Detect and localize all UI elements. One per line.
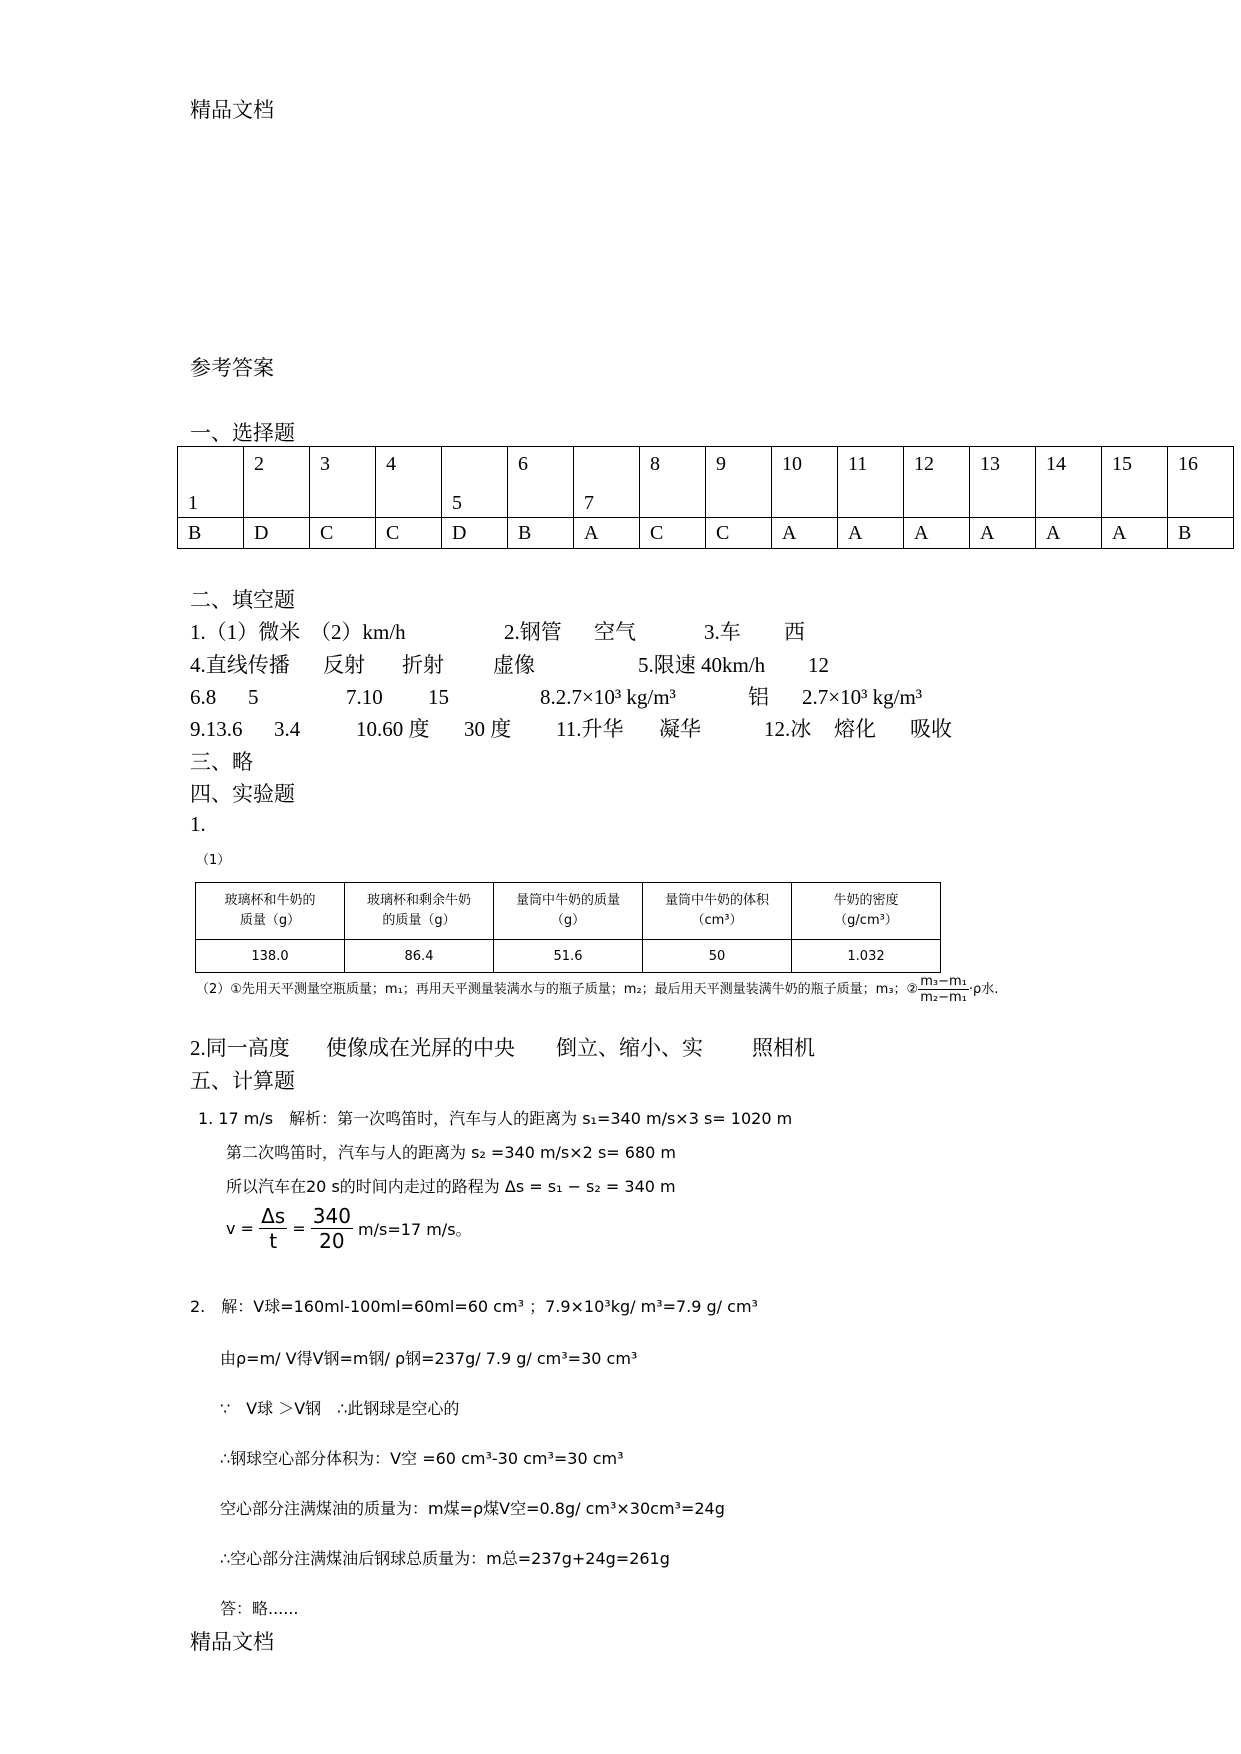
fill-answer: 虚像: [493, 653, 535, 677]
fill-line-2: [190, 649, 829, 679]
section-calc-heading: 五、计算题: [190, 1069, 295, 1093]
table-cell: 51.6: [494, 940, 643, 973]
table-cell: 8: [640, 447, 706, 518]
fill-answer: 10.60 度: [356, 717, 430, 741]
section-choice-heading: 一、选择题: [190, 421, 295, 445]
table-cell: A: [838, 518, 904, 549]
table-cell: B: [1168, 518, 1234, 549]
calc2-line-6: ∴空心部分注满煤油后钢球总质量为：m总=237g+24g=261g: [220, 1549, 670, 1568]
table-row: [178, 447, 1234, 518]
table-header-cell: [494, 883, 643, 940]
fill-answer: 5.限速 40km/h: [638, 653, 766, 677]
speed-symbol: v =: [226, 1219, 254, 1238]
fill-answer: 12: [808, 653, 829, 677]
header-line: 的质量（g）: [382, 913, 456, 928]
speed-fraction: [259, 1204, 287, 1253]
header-line: 质量（g）: [239, 913, 301, 928]
table-cell: 4: [376, 447, 442, 518]
table-cell: 86.4: [345, 940, 494, 973]
table-cell: 5: [442, 447, 508, 518]
table-header-cell: [345, 883, 494, 940]
milk-density-table: [195, 882, 941, 973]
header-line: 量筒中牛奶的体积: [664, 893, 769, 908]
speed-result: m/s=17 m/s。: [358, 1220, 472, 1239]
fill-answer: 8.2.7×10³ kg/m³: [540, 685, 676, 709]
table-cell: 50: [643, 940, 792, 973]
fill-answer: 5: [248, 685, 259, 709]
table-cell: 7: [574, 447, 640, 518]
fill-answer: 2.钢管: [504, 620, 562, 644]
header-line: 玻璃杯和牛奶的: [224, 893, 316, 908]
table-row: [196, 940, 941, 973]
fill-answer: 空气: [594, 620, 636, 644]
calc1-line-1: 1. 17 m/s 解析：第一次鸣笛时，汽车与人的距离为 s₁=340 m/s×3 s= 1020 m: [198, 1109, 793, 1128]
experiment-q2: [190, 1032, 815, 1062]
section-fill-heading: 二、填空题: [190, 588, 295, 612]
table-cell: C: [640, 518, 706, 549]
fill-answer: 30 度: [464, 717, 512, 741]
fill-answer: 15: [428, 685, 449, 709]
calc2-line-3: ∵ V球 ＞V钢 ∴此钢球是空心的: [220, 1399, 460, 1418]
table-cell: 2: [244, 447, 310, 518]
table-cell: 10: [772, 447, 838, 518]
table-cell: 138.0: [196, 940, 345, 973]
fraction-denominator: 20: [319, 1229, 345, 1253]
table-cell: 14: [1036, 447, 1102, 518]
table-cell: 15: [1102, 447, 1168, 518]
header-line: （cm³）: [691, 913, 743, 928]
fraction-denominator: t: [269, 1229, 278, 1253]
header-line: （g）: [550, 913, 586, 928]
table-cell: C: [376, 518, 442, 549]
fill-answer: 熔化: [834, 717, 876, 741]
table-cell: 9: [706, 447, 772, 518]
calc1-line-3: 所以汽车在20 s的时间内走过的路程为 Δs = s₁ − s₂ = 340 m: [226, 1177, 676, 1196]
fill-answer: 7.10: [346, 685, 383, 709]
table-cell: A: [772, 518, 838, 549]
table-cell: 16: [1168, 447, 1234, 518]
table-cell: 1.032: [792, 940, 941, 973]
table-cell: 6: [508, 447, 574, 518]
table-cell: A: [1036, 518, 1102, 549]
q2-answer: 使像成在光屏的中央: [326, 1036, 515, 1060]
fill-line-1: [190, 616, 805, 646]
speed-value-fraction: [311, 1204, 353, 1253]
q2-answer: 2.同一高度: [190, 1036, 290, 1060]
fill-line-3: [190, 681, 922, 711]
fraction-numerator: m₃−m₁: [920, 974, 967, 989]
table-cell: A: [970, 518, 1036, 549]
equals-sign: =: [292, 1219, 306, 1238]
calc1-line-2: 第二次鸣笛时，汽车与人的距离为 s₂ =340 m/s×2 s= 680 m: [226, 1143, 676, 1162]
fill-answer: 3.4: [274, 717, 301, 741]
sub2-text: （2）①先用天平测量空瓶质量；m₁；再用天平测量装满水与的瓶子质量；m₂；最后用天平测量装满牛奶的瓶子质量；m₃；②: [196, 982, 919, 997]
calc2-line-4: ∴钢球空心部分体积为：V空 =60 cm³-30 cm³=30 cm³: [220, 1449, 624, 1468]
table-cell: 1: [178, 447, 244, 518]
header-line: 玻璃杯和剩余牛奶: [366, 893, 471, 908]
table-header-cell: [643, 883, 792, 940]
fill-answer: 3.车: [704, 620, 741, 644]
table-cell: C: [310, 518, 376, 549]
fraction-numerator: Δs: [261, 1204, 286, 1228]
fill-answer: 9.13.6: [190, 717, 243, 741]
header-line: 量筒中牛奶的质量: [515, 893, 620, 908]
fraction-denominator: m₂−m₁: [920, 990, 967, 1005]
page-header: 精品文档: [190, 98, 274, 122]
table-cell: 3: [310, 447, 376, 518]
experiment-sub1-label: （1）: [196, 853, 231, 868]
table-cell: 13: [970, 447, 1036, 518]
header-line: （g/cm³）: [834, 913, 898, 928]
page-title: 参考答案: [190, 356, 274, 380]
fill-answer: 铝: [748, 685, 769, 709]
calc2-line-1: 2. 解：V球=160ml-100ml=60ml=60 cm³ ；7.9×10³kg/ m³=7.9 g/ cm³: [190, 1297, 758, 1316]
density-fraction: [918, 974, 969, 1005]
table-cell: C: [706, 518, 772, 549]
experiment-sub2: [196, 974, 998, 1005]
fill-answer: 折射: [402, 653, 444, 677]
q2-answer: 照相机: [752, 1036, 815, 1060]
fill-answer: 1.（1）微米: [190, 620, 301, 644]
calc2-line-7: 答：略......: [220, 1599, 299, 1618]
section-omitted-heading: 三、略: [190, 750, 253, 774]
fill-answer: 西: [784, 620, 805, 644]
table-cell: A: [1102, 518, 1168, 549]
fill-answer: 反射: [323, 653, 365, 677]
page-footer: 精品文档: [190, 1630, 274, 1654]
header-line: 牛奶的密度: [833, 893, 899, 908]
table-row: [178, 518, 1234, 549]
q2-answer: 倒立、缩小、实: [556, 1036, 703, 1060]
fill-answer: 2.7×10³ kg/m³: [802, 685, 923, 709]
table-cell: A: [904, 518, 970, 549]
fraction-numerator: 340: [312, 1204, 351, 1228]
table-cell: B: [178, 518, 244, 549]
calc2-line-5: 空心部分注满煤油的质量为：m煤=ρ煤V空=0.8g/ cm³×30cm³=24g: [220, 1499, 725, 1518]
fill-answer: 4.直线传播: [190, 653, 290, 677]
fill-answer: 12.冰: [764, 717, 812, 741]
table-header-cell: [792, 883, 941, 940]
experiment-q1-number: 1.: [190, 812, 206, 836]
table-cell: B: [508, 518, 574, 549]
table-row: [196, 883, 941, 940]
fill-line-4: [190, 713, 952, 743]
table-cell: D: [442, 518, 508, 549]
fill-answer: 6.8: [190, 685, 217, 709]
fill-answer: 吸收: [910, 717, 952, 741]
table-header-cell: [196, 883, 345, 940]
table-cell: D: [244, 518, 310, 549]
calc2-line-2: 由ρ=m/ V得V钢=m钢/ ρ钢=237g/ 7.9 g/ cm³=30 cm³: [220, 1349, 638, 1368]
fill-answer: （2）km/h: [310, 620, 406, 644]
fill-answer: 凝华: [659, 717, 701, 741]
table-cell: 11: [838, 447, 904, 518]
calc1-speed-formula: [226, 1204, 472, 1253]
sub2-tail: ·ρ水.: [968, 982, 999, 997]
fill-answer: 11.升华: [556, 717, 624, 741]
table-cell: A: [574, 518, 640, 549]
section-experiment-heading: 四、实验题: [190, 782, 295, 806]
choice-answer-table: [177, 446, 1234, 549]
table-cell: 12: [904, 447, 970, 518]
